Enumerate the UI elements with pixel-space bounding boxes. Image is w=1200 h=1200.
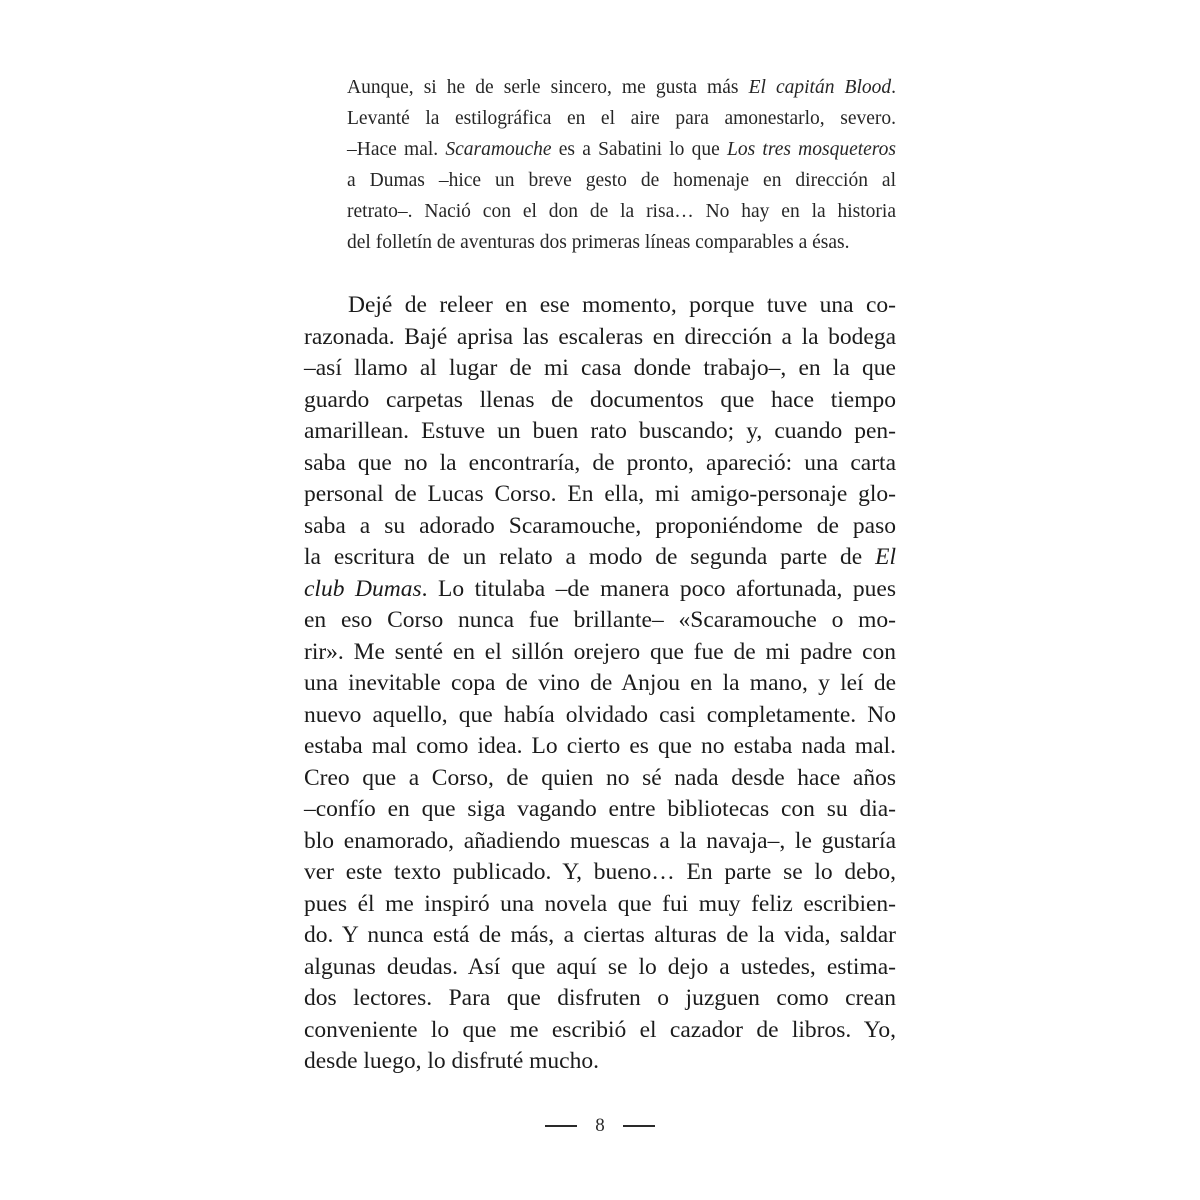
body-paragraph (304, 290, 896, 1078)
body-line (304, 731, 896, 763)
body-line (304, 920, 896, 952)
body-line (304, 794, 896, 826)
italic-title: Scaramouche (445, 139, 552, 160)
page-footer (0, 1115, 1200, 1137)
body-line (304, 1015, 896, 1047)
text-run: –Hace mal. (347, 139, 446, 160)
page-number: 8 (595, 1115, 605, 1136)
quote-line (347, 227, 896, 258)
text-run: Creo que a Corso, de quien no sé nada desde hace años (304, 764, 896, 791)
quote-line (347, 103, 896, 134)
text-run: es a Sabatini lo que (551, 139, 727, 160)
body-line (304, 353, 896, 385)
text-run: saba a su adorado Scaramouche, proponiéndome de paso (304, 512, 896, 539)
quote-line (347, 134, 896, 165)
text-run: del folletín de aventuras dos primeras líneas comparables a ésas. (347, 232, 850, 253)
text-run: . Lo titulaba –de manera poco afortunada, pues (421, 575, 897, 602)
text-run: nuevo aquello, que había olvidado casi completamente. No (304, 701, 896, 728)
text-run: ver este texto publicado. Y, bueno… En parte se lo debo, (304, 859, 896, 885)
body-line (304, 700, 896, 732)
italic-title: Los tres mosqueteros (727, 139, 897, 160)
text-run: una inevitable copa de vino de Anjou en la mano, y leí de (304, 670, 896, 696)
text-run: –así llamo al lugar de mi casa donde trabajo–, en la que (304, 355, 896, 381)
text-run: conveniente lo que me escribió el cazador de libros. Yo, (304, 1016, 896, 1043)
text-run: do. Y nunca está de más, a ciertas alturas de la vida, saldar (304, 922, 896, 948)
body-line (304, 983, 896, 1015)
text-run: . (891, 77, 896, 98)
body-line (304, 952, 896, 984)
quote-line (347, 165, 896, 196)
text-run: Aunque, si he de serle sincero, me gusta más (347, 77, 749, 98)
body-line (304, 605, 896, 637)
body-line (304, 290, 896, 322)
body-line (304, 826, 896, 858)
text-run: amarillean. Estuve un buen rato buscando; y, cuando pen- (304, 418, 896, 444)
text-run: Dejé de releer en ese momento, porque tuve una co- (348, 292, 896, 318)
text-run: –confío en que siga vagando entre bibliotecas con su dia- (304, 796, 896, 822)
body-line (304, 448, 896, 480)
body-line (304, 889, 896, 921)
text-run: rir». Me senté en el sillón orejero que fue de mi padre con (304, 638, 896, 665)
body-line (304, 668, 896, 700)
body-line (304, 385, 896, 417)
text-run: retrato–. Nació con el don de la risa… No hay en la historia (347, 201, 896, 222)
text-run: desde luego, lo disfruté mucho. (304, 1048, 599, 1074)
text-run: saba que no la encontraría, de pronto, apareció: una carta (304, 449, 896, 476)
quote-line (347, 196, 896, 227)
body-line (304, 511, 896, 543)
text-run: estaba mal como idea. Lo cierto es que no estaba nada mal. (304, 733, 896, 759)
text-run: guardo carpetas llenas de documentos que hace tiempo (304, 386, 896, 413)
body-line (304, 763, 896, 795)
body-line (304, 1046, 896, 1078)
dash-right (623, 1125, 655, 1127)
italic-title: El (875, 544, 896, 570)
dash-left (545, 1125, 577, 1127)
text-run: razonada. Bajé aprisa las escaleras en dirección a la bodega (304, 323, 896, 350)
body-line (304, 637, 896, 669)
text-run: personal de Lucas Corso. En ella, mi amigo-personaje glo- (304, 481, 896, 507)
body-line (304, 479, 896, 511)
text-run: Levanté la estilográfica en el aire para amonestarlo, severo. (347, 108, 896, 129)
body-line (304, 322, 896, 354)
text-run: en eso Corso nunca fue brillante– «Scaramouche o mo- (304, 607, 896, 633)
body-line (304, 542, 896, 574)
text-run: blo enamorado, añadiendo muescas a la navaja–, le gustaría (304, 827, 896, 854)
quoted-excerpt (347, 72, 896, 258)
text-run: algunas deudas. Así que aquí se lo dejo a ustedes, estima- (304, 953, 896, 980)
body-line (304, 416, 896, 448)
body-line (304, 574, 896, 606)
italic-title: club Dumas (304, 575, 422, 602)
italic-title: El capitán Blood (748, 77, 892, 98)
quote-line (347, 72, 896, 103)
body-line (304, 857, 896, 889)
text-run: pues él me inspiró una novela que fui muy feliz escribien- (304, 890, 896, 917)
text-run: la escritura de un relato a modo de segunda parte de (304, 544, 876, 570)
text-run: a Dumas –hice un breve gesto de homenaje en dirección al (347, 170, 896, 191)
text-run: dos lectores. Para que disfruten o juzguen como crean (304, 985, 896, 1011)
